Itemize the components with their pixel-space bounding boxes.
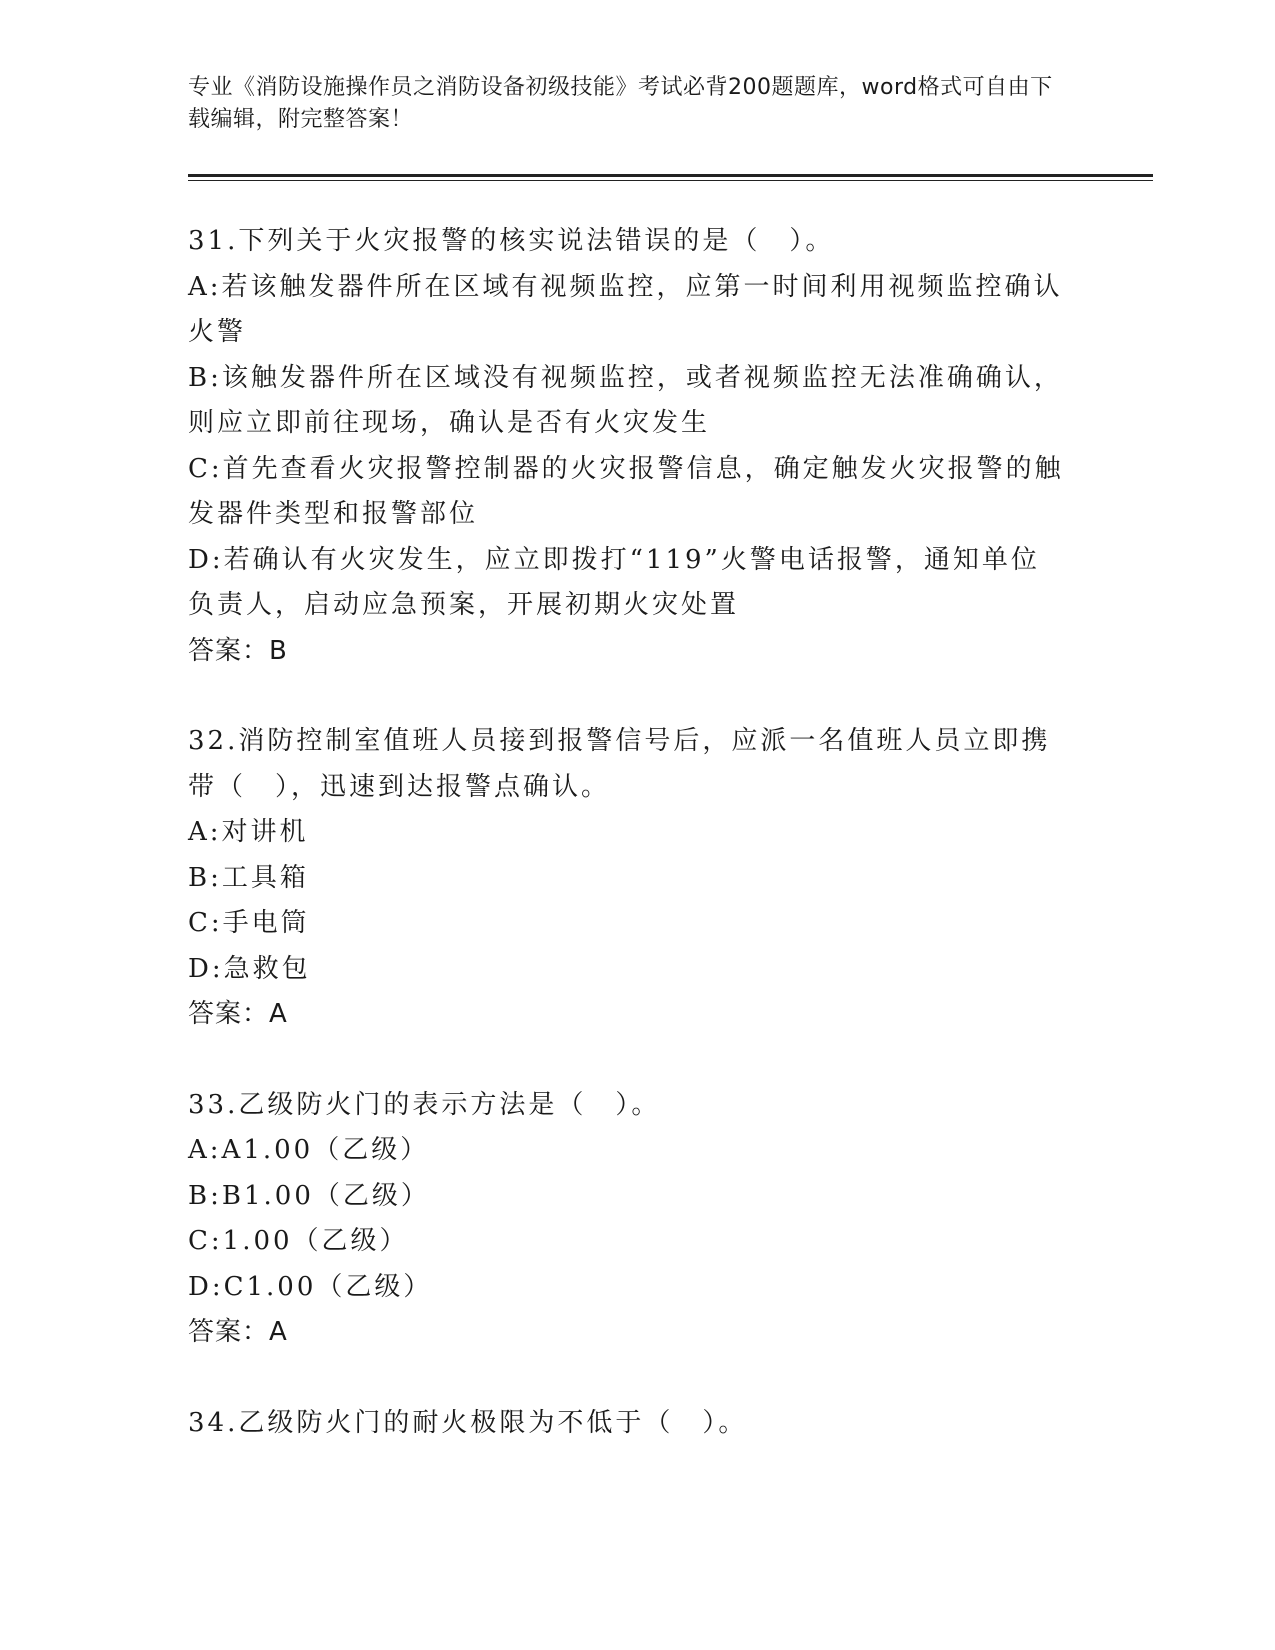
option-c: C:手电筒 (188, 908, 310, 938)
option-c: C:首先查看火灾报警控制器的火灾报警信息，确定触发火灾报警的触发器件类型和报警部位 (188, 453, 1064, 529)
question-stem: 34.乙级防火门的耐火极限为不低于（ ）。 (188, 1407, 748, 1438)
option-b: B:该触发器件所在区域没有视频监控，或者视频监控无法准确确认，则应立即前往现场，确认是否有火灾发生 (188, 362, 1063, 438)
answer-line: 答案：A (188, 999, 288, 1029)
option-d: D:若确认有火灾发生，应立即拨打“119”火警电话报警，通知单位负责人，启动应急预案，开展初期火灾处置 (188, 544, 1040, 620)
answer-line: 答案：A (188, 1317, 288, 1347)
option-b: B:工具箱 (188, 862, 309, 893)
option-a: A:A1.00（乙级） (188, 1135, 430, 1165)
question-32 (188, 719, 1068, 1038)
question-34 (188, 1401, 1068, 1447)
header-divider (188, 174, 1153, 181)
question-stem: 31.下列关于火灾报警的核实说法错误的是（ ）。 (188, 226, 835, 256)
question-31 (188, 219, 1068, 674)
question-stem: 32.消防控制室值班人员接到报警信号后，应派一名值班人员立即携带（ ），迅速到达报警点确认。 (188, 726, 1051, 802)
option-d: D:急救包 (188, 953, 311, 984)
question-list (188, 219, 1068, 1446)
option-a: A:对讲机 (188, 817, 309, 847)
question-stem: 33.乙级防火门的表示方法是（ ）。 (188, 1089, 661, 1120)
option-d: D:C1.00（乙级） (188, 1271, 433, 1302)
option-b: B:B1.00（乙级） (188, 1180, 430, 1211)
question-33 (188, 1083, 1068, 1356)
option-a: A:若该触发器件所在区域有视频监控，应第一时间利用视频监控确认火警 (188, 271, 1063, 347)
document-header: 专业《消防设施操作员之消防设备初级技能》考试必背200题题库，word格式可自由下载编辑，附完整答案！ (188, 75, 1053, 132)
option-c: C:1.00（乙级） (188, 1226, 409, 1256)
document-page (188, 0, 1148, 1491)
answer-line: 答案：B (188, 635, 288, 666)
